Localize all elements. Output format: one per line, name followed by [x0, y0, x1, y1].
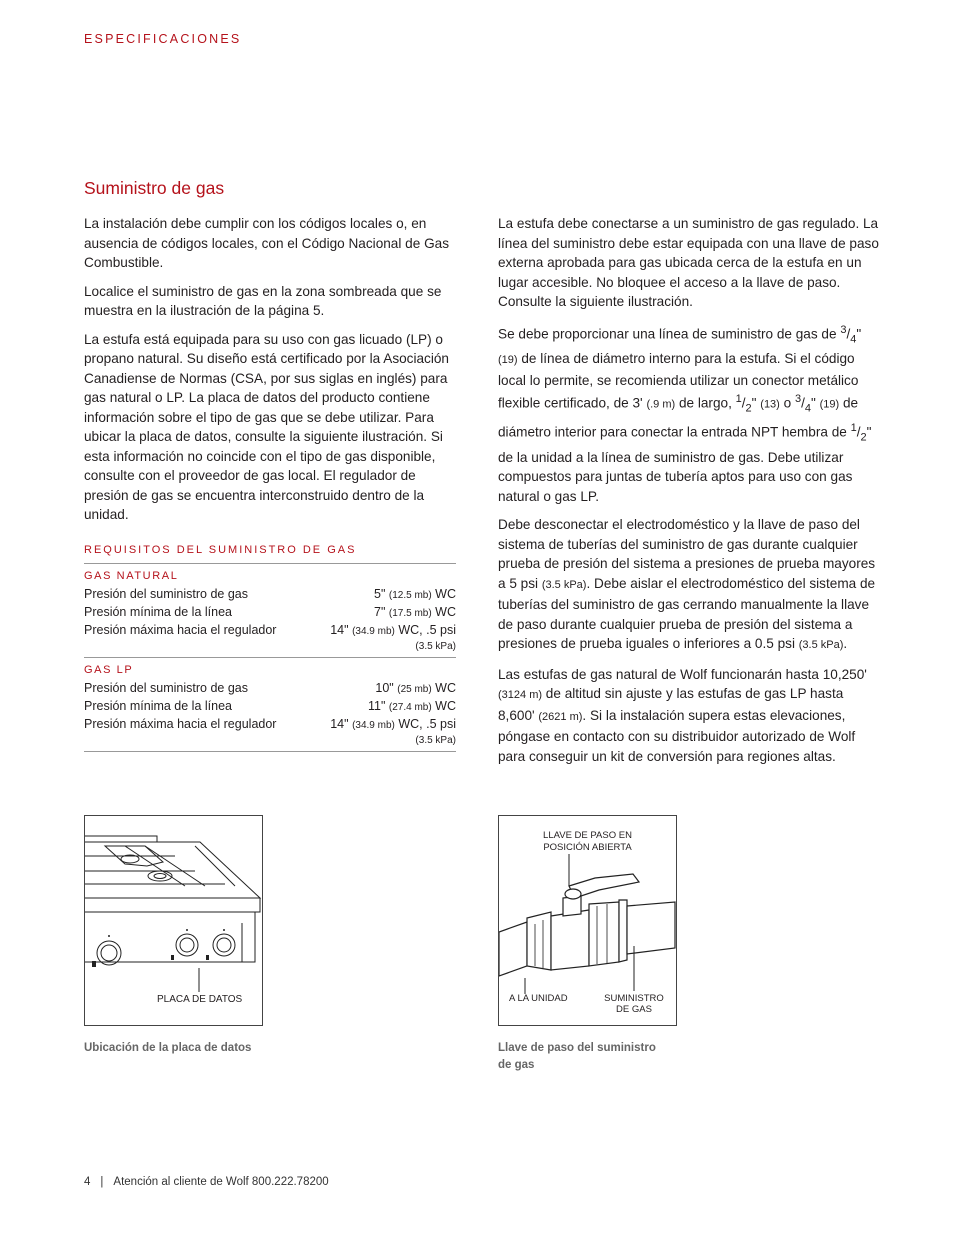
paragraph: Debe desconectar el electrodoméstico y la llave de paso del sistema de tuberías del suministro de gas durante cualquier prueba de presión del sistema a presiones de prueba mayores a 5 psi (3.5 kPa). Debe aislar el electrodoméstico del sistema de tuberías del suministro de gas cerrando manualmente la llave de paso durante cualquier prueba de presión del sistema a presiones de prueba iguales o inferiores a 0.5 psi (3.5 kPa).	[498, 517, 876, 652]
shutoff-valve-illustration	[498, 815, 677, 1026]
natural-gas-label: GAS NATURAL	[84, 570, 179, 582]
table-row	[84, 679, 456, 697]
row-label: Presión mínima de la línea	[84, 699, 232, 713]
row-label: Presión máxima hacia el regulador	[84, 717, 277, 731]
page-footer: 4 | Atención al cliente de Wolf 800.222.78200	[84, 1176, 329, 1188]
data-plate-illustration	[84, 815, 263, 1026]
table-row	[84, 621, 456, 639]
row-note: (3.5 kPa)	[415, 735, 456, 746]
paragraph: Se debe proporcionar una línea de suministro de gas de $^3/_4$" (19) de línea de diámetro interno para la estufa. Si el código local lo permite, se recomienda utilizar un conector metálico flexible certificado, de 3' (.9 m) de largo, $^1/_2$" (13) o $^3/_4$" (19) de diámetro interior para conectar la entrada NPT hembra de $^1/_2$" de la unidad a la línea de suministro de gas. Debe utilizar compuestos para juntas de tubería aptos para uso con gas natural o gas LP.	[498, 323, 872, 504]
row-value: 10" (25 mb) WC	[375, 681, 456, 695]
row-note: (3.5 kPa)	[415, 641, 456, 652]
left-column	[84, 214, 456, 534]
row-value: 14" (34.9 mb) WC, .5 psi	[330, 623, 456, 637]
paragraph: Localice el suministro de gas en la zona sombreada que se muestra en la ilustración de la página 5.	[84, 283, 442, 318]
table-row	[84, 715, 456, 733]
figure-caption: Ubicación de la placa de datos	[84, 1042, 252, 1054]
table-row	[84, 585, 456, 603]
row-value: 7" (17.5 mb) WC	[374, 605, 456, 619]
row-label: Presión del suministro de gas	[84, 681, 248, 695]
page-number: 4	[84, 1176, 91, 1188]
lp-gas-label: GAS LP	[84, 664, 134, 676]
paragraph: Las estufas de gas natural de Wolf funcionarán hasta 10,250' (3124 m) de altitud sin ajuste y las estufas de gas LP hasta 8,600' (2621 m). Si la instalación supera estas elevaciones, póngase en contacto con su distribuidor autorizado de Wolf para conseguir un kit de conversión para regiones altas.	[498, 666, 867, 764]
row-label: Presión mínima de la línea	[84, 605, 232, 619]
row-label: Presión del suministro de gas	[84, 587, 248, 601]
paragraph: La estufa está equipada para su uso con gas licuado (LP) o propano natural. Su diseño está certificado por la Asociación Canadiense de Normas (CSA, por sus siglas en inglés) para gas natural o LP. La placa de datos del producto contiene información sobre el tipo de gas que se debe utilizar. Para ubicar la placa de datos, consulte la siguiente ilustración. Si esta información no coincide con el tipo de gas disponible, consulte con el proveedor de gas local. El regulador de presión de gas se encuentra interconstruido dentro de la unidad.	[84, 331, 449, 522]
row-value: 14" (34.9 mb) WC, .5 psi	[330, 717, 456, 731]
footer-text: Atención al cliente de Wolf 800.222.78200	[113, 1176, 329, 1188]
divider	[84, 751, 456, 752]
section-title: Suministro de gas	[84, 178, 225, 198]
valve-open-label: LLAVE DE PASO EN POSICIÓN ABIERTA	[543, 830, 632, 853]
to-unit-label: A LA UNIDAD	[509, 993, 568, 1004]
table-row	[84, 603, 456, 621]
row-label: Presión máxima hacia el regulador	[84, 623, 277, 637]
divider	[84, 657, 456, 658]
gas-requirements-table	[84, 544, 456, 752]
row-value: 11" (27.4 mb) WC	[367, 699, 456, 713]
section-header: ESPECIFICACIONES	[84, 32, 242, 46]
row-value: 5" (12.5 mb) WC	[374, 587, 456, 601]
requirements-title: REQUISITOS DEL SUMINISTRO DE GAS	[84, 544, 456, 564]
paragraph: La instalación debe cumplir con los códigos locales o, en ausencia de códigos locales, con el Código Nacional de Gas Combustible.	[84, 216, 449, 270]
data-plate-label: PLACA DE DATOS	[157, 994, 243, 1005]
gas-supply-label: SUMINISTRO DE GAS	[604, 993, 664, 1015]
right-column	[498, 214, 880, 775]
paragraph: La estufa debe conectarse a un suministro de gas regulado. La línea del suministro debe estar equipada con una llave de paso externa aprobada para gas ubicada cerca de la estufa en un lugar accesible. No bloquee el acceso a la llave de paso. Consulte la siguiente ilustración.	[498, 216, 879, 309]
table-row	[84, 697, 456, 715]
figure-caption: Llave de paso del suministro de gas	[498, 1042, 656, 1071]
